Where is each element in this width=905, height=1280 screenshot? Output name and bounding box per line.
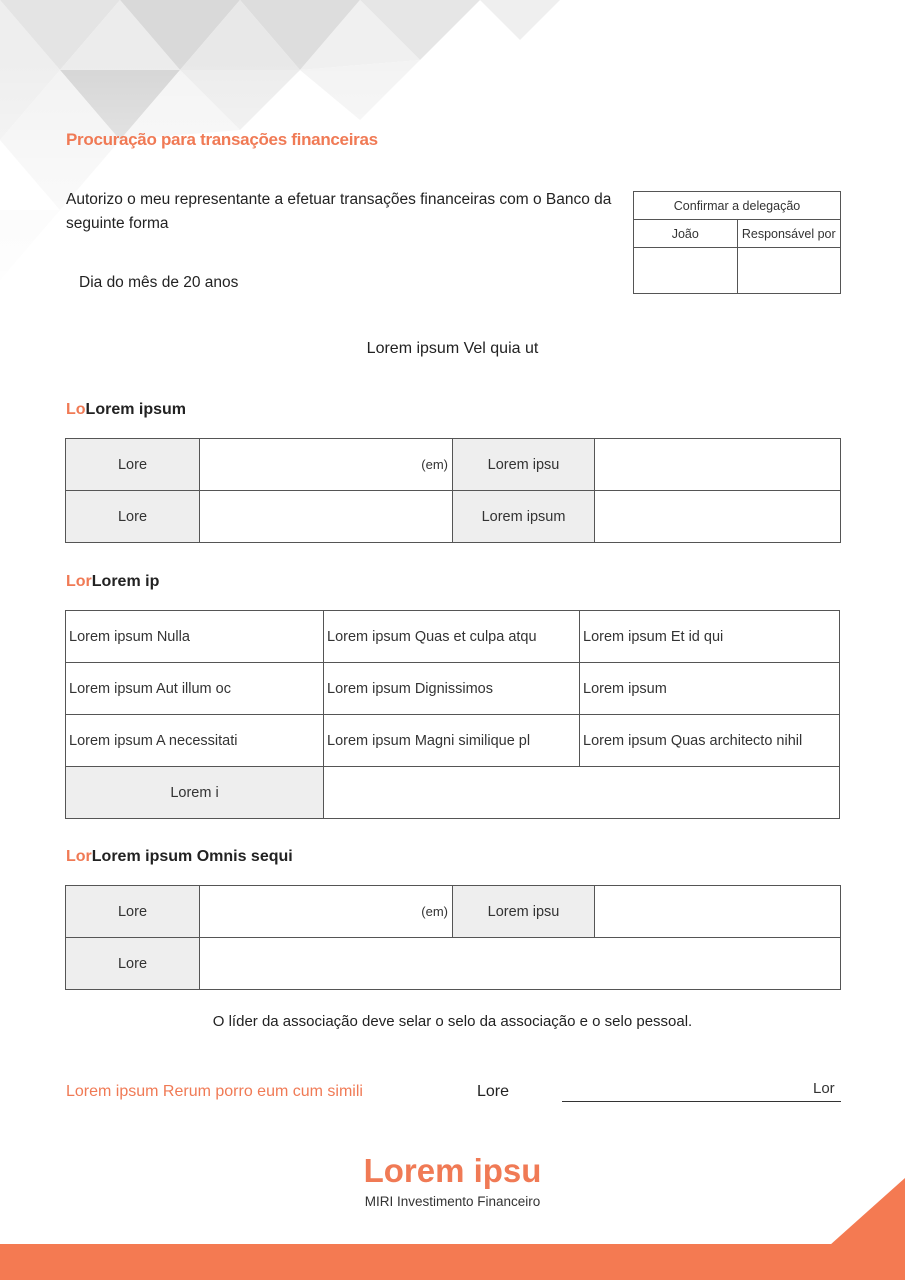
section3-table: [65, 885, 841, 990]
option-cell[interactable]: Lorem ipsum Nulla: [66, 611, 324, 663]
intro-text: Autorizo o meu representante a efetuar transações financeiras com o Banco da seguinte forma: [66, 191, 612, 232]
section3-heading: [66, 848, 293, 866]
option-cell[interactable]: Lorem ipsum Aut illum oc: [66, 663, 324, 715]
section1-row2-value2[interactable]: [595, 491, 841, 543]
signature-label: Lore: [477, 1083, 510, 1100]
section1-row2-label: Lore: [66, 491, 200, 543]
document-title: Procuração para transações financeiras: [66, 130, 378, 149]
confirm-header: Confirmar a delegação: [634, 192, 841, 220]
section1-row1-suffix: (em): [421, 457, 448, 472]
option-cell[interactable]: Lorem ipsum A necessitati: [66, 715, 324, 767]
footer-orange-text: Lorem ipsum Rerum porro eum cum simili: [66, 1083, 363, 1100]
section-subtitle: Lorem ipsum Vel quia ut: [366, 340, 539, 357]
section1-row1-value2[interactable]: [595, 439, 841, 491]
section1-title: Lorem ipsum: [85, 401, 187, 418]
option-cell[interactable]: Lorem ipsum: [580, 663, 840, 715]
section1-row1-label: Lore: [66, 439, 200, 491]
section1-accent: Lo: [66, 401, 86, 418]
section1-row2-label2: Lorem ipsum: [453, 491, 595, 543]
section1-row1-value[interactable]: [200, 439, 453, 491]
section3-row1-value[interactable]: [200, 886, 453, 938]
seal-note: O líder da associação deve selar o selo da associação e o selo pessoal.: [212, 1013, 693, 1030]
section2-table: [65, 610, 840, 819]
confirm-signature-cell-2[interactable]: [737, 248, 841, 294]
company-name: MIRI Investimento Financeiro: [364, 1194, 541, 1209]
section1-table: [65, 438, 841, 543]
option-cell[interactable]: Lorem ipsum Dignissimos: [324, 663, 580, 715]
section1-row2-value[interactable]: [200, 491, 453, 543]
date-line: Dia do mês de 20 anos: [79, 274, 239, 291]
section3-row2-label: Lore: [66, 938, 200, 990]
confirm-signature-cell-1[interactable]: [634, 248, 738, 294]
section2-last-label: Lorem i: [66, 767, 324, 819]
section3-title: Lorem ipsum Omnis sequi: [91, 848, 293, 865]
signature-line[interactable]: [562, 1101, 841, 1102]
confirm-col-responsible: Responsável por: [737, 220, 841, 248]
confirm-delegation-box: [633, 191, 841, 294]
signature-value: Lor: [813, 1080, 835, 1097]
option-cell[interactable]: Lorem ipsum Quas et culpa atqu: [324, 611, 580, 663]
section3-row1-label2: Lorem ipsu: [453, 886, 595, 938]
option-cell[interactable]: Lorem ipsum Et id qui: [580, 611, 840, 663]
section3-row1-label: Lore: [66, 886, 200, 938]
section2-heading: [66, 573, 159, 591]
confirm-col-joao: João: [634, 220, 738, 248]
section2-accent: Lor: [66, 573, 92, 590]
section3-row1-value2[interactable]: [595, 886, 841, 938]
section3-row1-suffix: (em): [421, 904, 448, 919]
brand-logo-text: Lorem ipsu: [363, 1152, 542, 1189]
section2-title: Lorem ip: [91, 573, 160, 590]
section1-row1-label2: Lorem ipsu: [453, 439, 595, 491]
section1-heading: [66, 401, 186, 419]
option-cell[interactable]: Lorem ipsum Magni similique pl: [324, 715, 580, 767]
option-cell[interactable]: Lorem ipsum Quas architecto nihil: [580, 715, 840, 767]
section3-row2-value[interactable]: [200, 938, 841, 990]
section3-accent: Lor: [66, 848, 92, 865]
section2-last-value[interactable]: [324, 767, 840, 819]
